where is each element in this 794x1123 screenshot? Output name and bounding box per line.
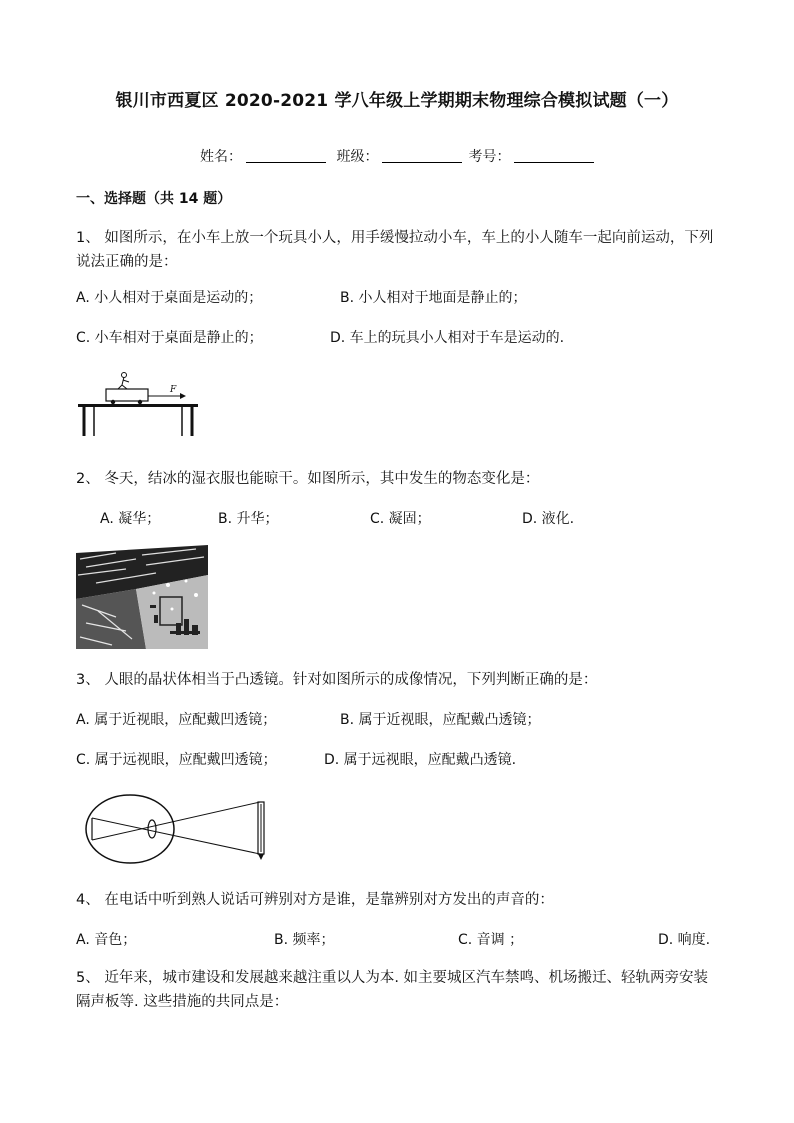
option-b[interactable]: B. 升华； [218, 511, 279, 527]
question-1-options-row-1 [76, 287, 736, 307]
force-label: F [170, 385, 177, 395]
section-heading: 一、选择题（共 14 题） [76, 191, 232, 207]
question-4-stem: 4、 在电话中听到熟人说话可辨别对方是谁，是靠辨别对方发出的声音的： [76, 892, 554, 908]
question-2-stem: 2、 冬天，结冰的湿衣服也能晾干。如图所示，其中发生的物态变化是： [76, 471, 540, 487]
question-2-options-row [76, 508, 736, 528]
option-b[interactable]: B. 属于近视眼，应配戴凸透镜； [340, 712, 541, 728]
name-label: 姓名： [200, 149, 242, 165]
option-c[interactable]: C. 音调 ； [458, 932, 524, 948]
option-b[interactable]: B. 小人相对于地面是静止的； [340, 290, 527, 306]
class-blank[interactable] [382, 148, 462, 163]
question-5-stem: 5、 近年来，城市建设和发展越来越注重以人为本. 如主要城区汽车禁鸣、机场搬迁、轻轨两旁安装隔声板等. 这些措施的共同点是： [76, 970, 709, 1010]
option-d[interactable]: D. 响度. [658, 932, 711, 948]
option-c[interactable]: C. 属于远视眼，应配戴凹透镜； [76, 752, 277, 768]
exam-no-label: 考号： [468, 149, 511, 165]
eye-imaging-diagram [82, 792, 278, 866]
question-1-options-row-2 [76, 327, 736, 347]
question-3-options-row-1 [76, 709, 736, 729]
student-info [200, 146, 600, 166]
name-blank[interactable] [246, 148, 326, 163]
option-a[interactable]: A. 小人相对于桌面是运动的； [76, 290, 263, 306]
option-a[interactable]: A. 属于近视眼，应配戴凹透镜； [76, 712, 277, 728]
option-c[interactable]: C. 凝固； [370, 511, 431, 527]
page-title: 银川市西夏区 2020-2021 学八年级上学期期末物理综合模拟试题（一） [115, 91, 679, 111]
option-a[interactable]: A. 音色； [76, 932, 137, 948]
cart-on-table-figure [76, 368, 200, 438]
question-4-options-row [76, 929, 736, 949]
question-1-stem: 1、 如图所示，在小车上放一个玩具小人，用手缓慢拉动小车，车上的小人随车一起向前运动，下列说法正确的是： [76, 230, 714, 270]
option-c[interactable]: C. 小车相对于桌面是静止的； [76, 330, 263, 346]
question-3-stem: 3、 人眼的晶状体相当于凸透镜。针对如图所示的成像情况，下列判断正确的是： [76, 672, 598, 688]
option-d[interactable]: D. 车上的玩具小人相对于车是运动的. [330, 330, 565, 346]
option-a[interactable]: A. 凝华； [100, 511, 161, 527]
option-d[interactable]: D. 属于远视眼，应配戴凸透镜. [324, 752, 517, 768]
option-d[interactable]: D. 液化. [522, 511, 575, 527]
exam-no-blank[interactable] [514, 148, 594, 163]
option-b[interactable]: B. 频率； [274, 932, 335, 948]
question-3-options-row-2 [76, 749, 736, 769]
class-label: 班级： [336, 149, 379, 165]
frozen-clothes-photo [76, 545, 208, 649]
